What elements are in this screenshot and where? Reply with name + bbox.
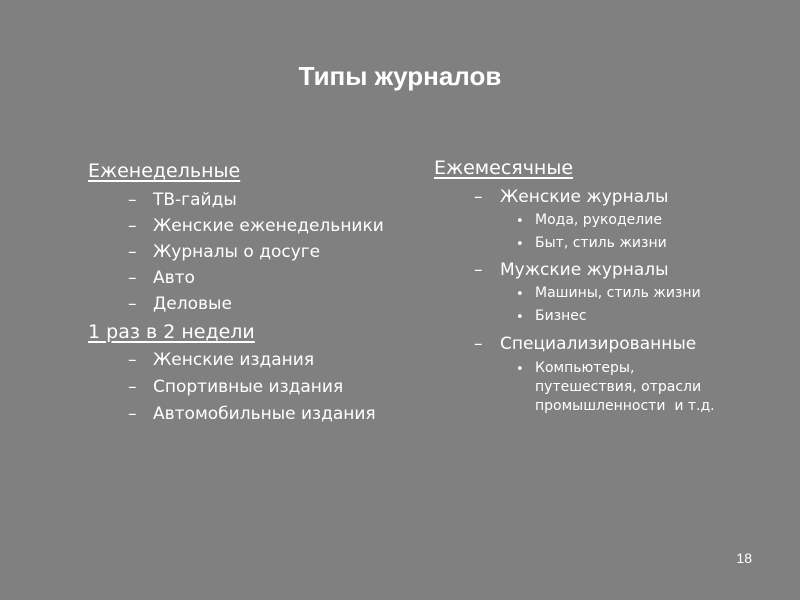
weekly-item: Журналы о досуге [153,242,321,262]
weekly-item: Женские еженедельники [153,216,384,236]
bullet-marker: • [516,287,524,302]
bullet-marker: • [516,362,524,377]
weekly-item: ТВ-гайды [153,190,237,210]
monthly-bullet: Мода, рукоделие [535,212,662,228]
monthly-bullet-continuation: промышленности и т.д. [535,398,715,414]
weekly-item: Авто [153,268,195,288]
monthly-section-label: Женские журналы [500,187,669,207]
page-number: 18 [736,550,752,566]
dash-marker: – [474,187,483,207]
dash-marker: – [128,242,137,262]
monthly-bullet: Быт, стиль жизни [535,235,667,251]
dash-marker: – [128,350,137,370]
dash-marker: – [128,268,137,288]
dash-marker: – [128,404,137,424]
weekly-heading: Еженедельные [88,160,241,182]
monthly-section-label: Мужские журналы [500,260,669,280]
dash-marker: – [128,294,137,314]
dash-marker: – [128,216,137,236]
monthly-heading: Ежемесячные [434,157,574,179]
monthly-bullet: Бизнес [535,308,587,324]
dash-marker: – [128,190,137,210]
monthly-bullet-continuation: путешествия, отрасли [535,379,702,395]
biweekly-heading: 1 раз в 2 недели [88,321,255,343]
bullet-marker: • [516,237,524,252]
slide-title: Типы журналов [298,61,502,91]
dash-marker: – [128,377,137,397]
monthly-bullet: Машины, стиль жизни [535,285,701,301]
weekly-item: Деловые [153,294,232,314]
biweekly-item: Женские издания [153,350,315,370]
dash-marker: – [474,334,483,354]
monthly-section-label: Специализированные [500,334,697,354]
biweekly-item: Автомобильные издания [153,404,376,424]
monthly-bullet: Компьютеры, [535,360,635,376]
biweekly-item: Спортивные издания [153,377,344,397]
bullet-marker: • [516,310,524,325]
bullet-marker: • [516,214,524,229]
dash-marker: – [474,260,483,280]
